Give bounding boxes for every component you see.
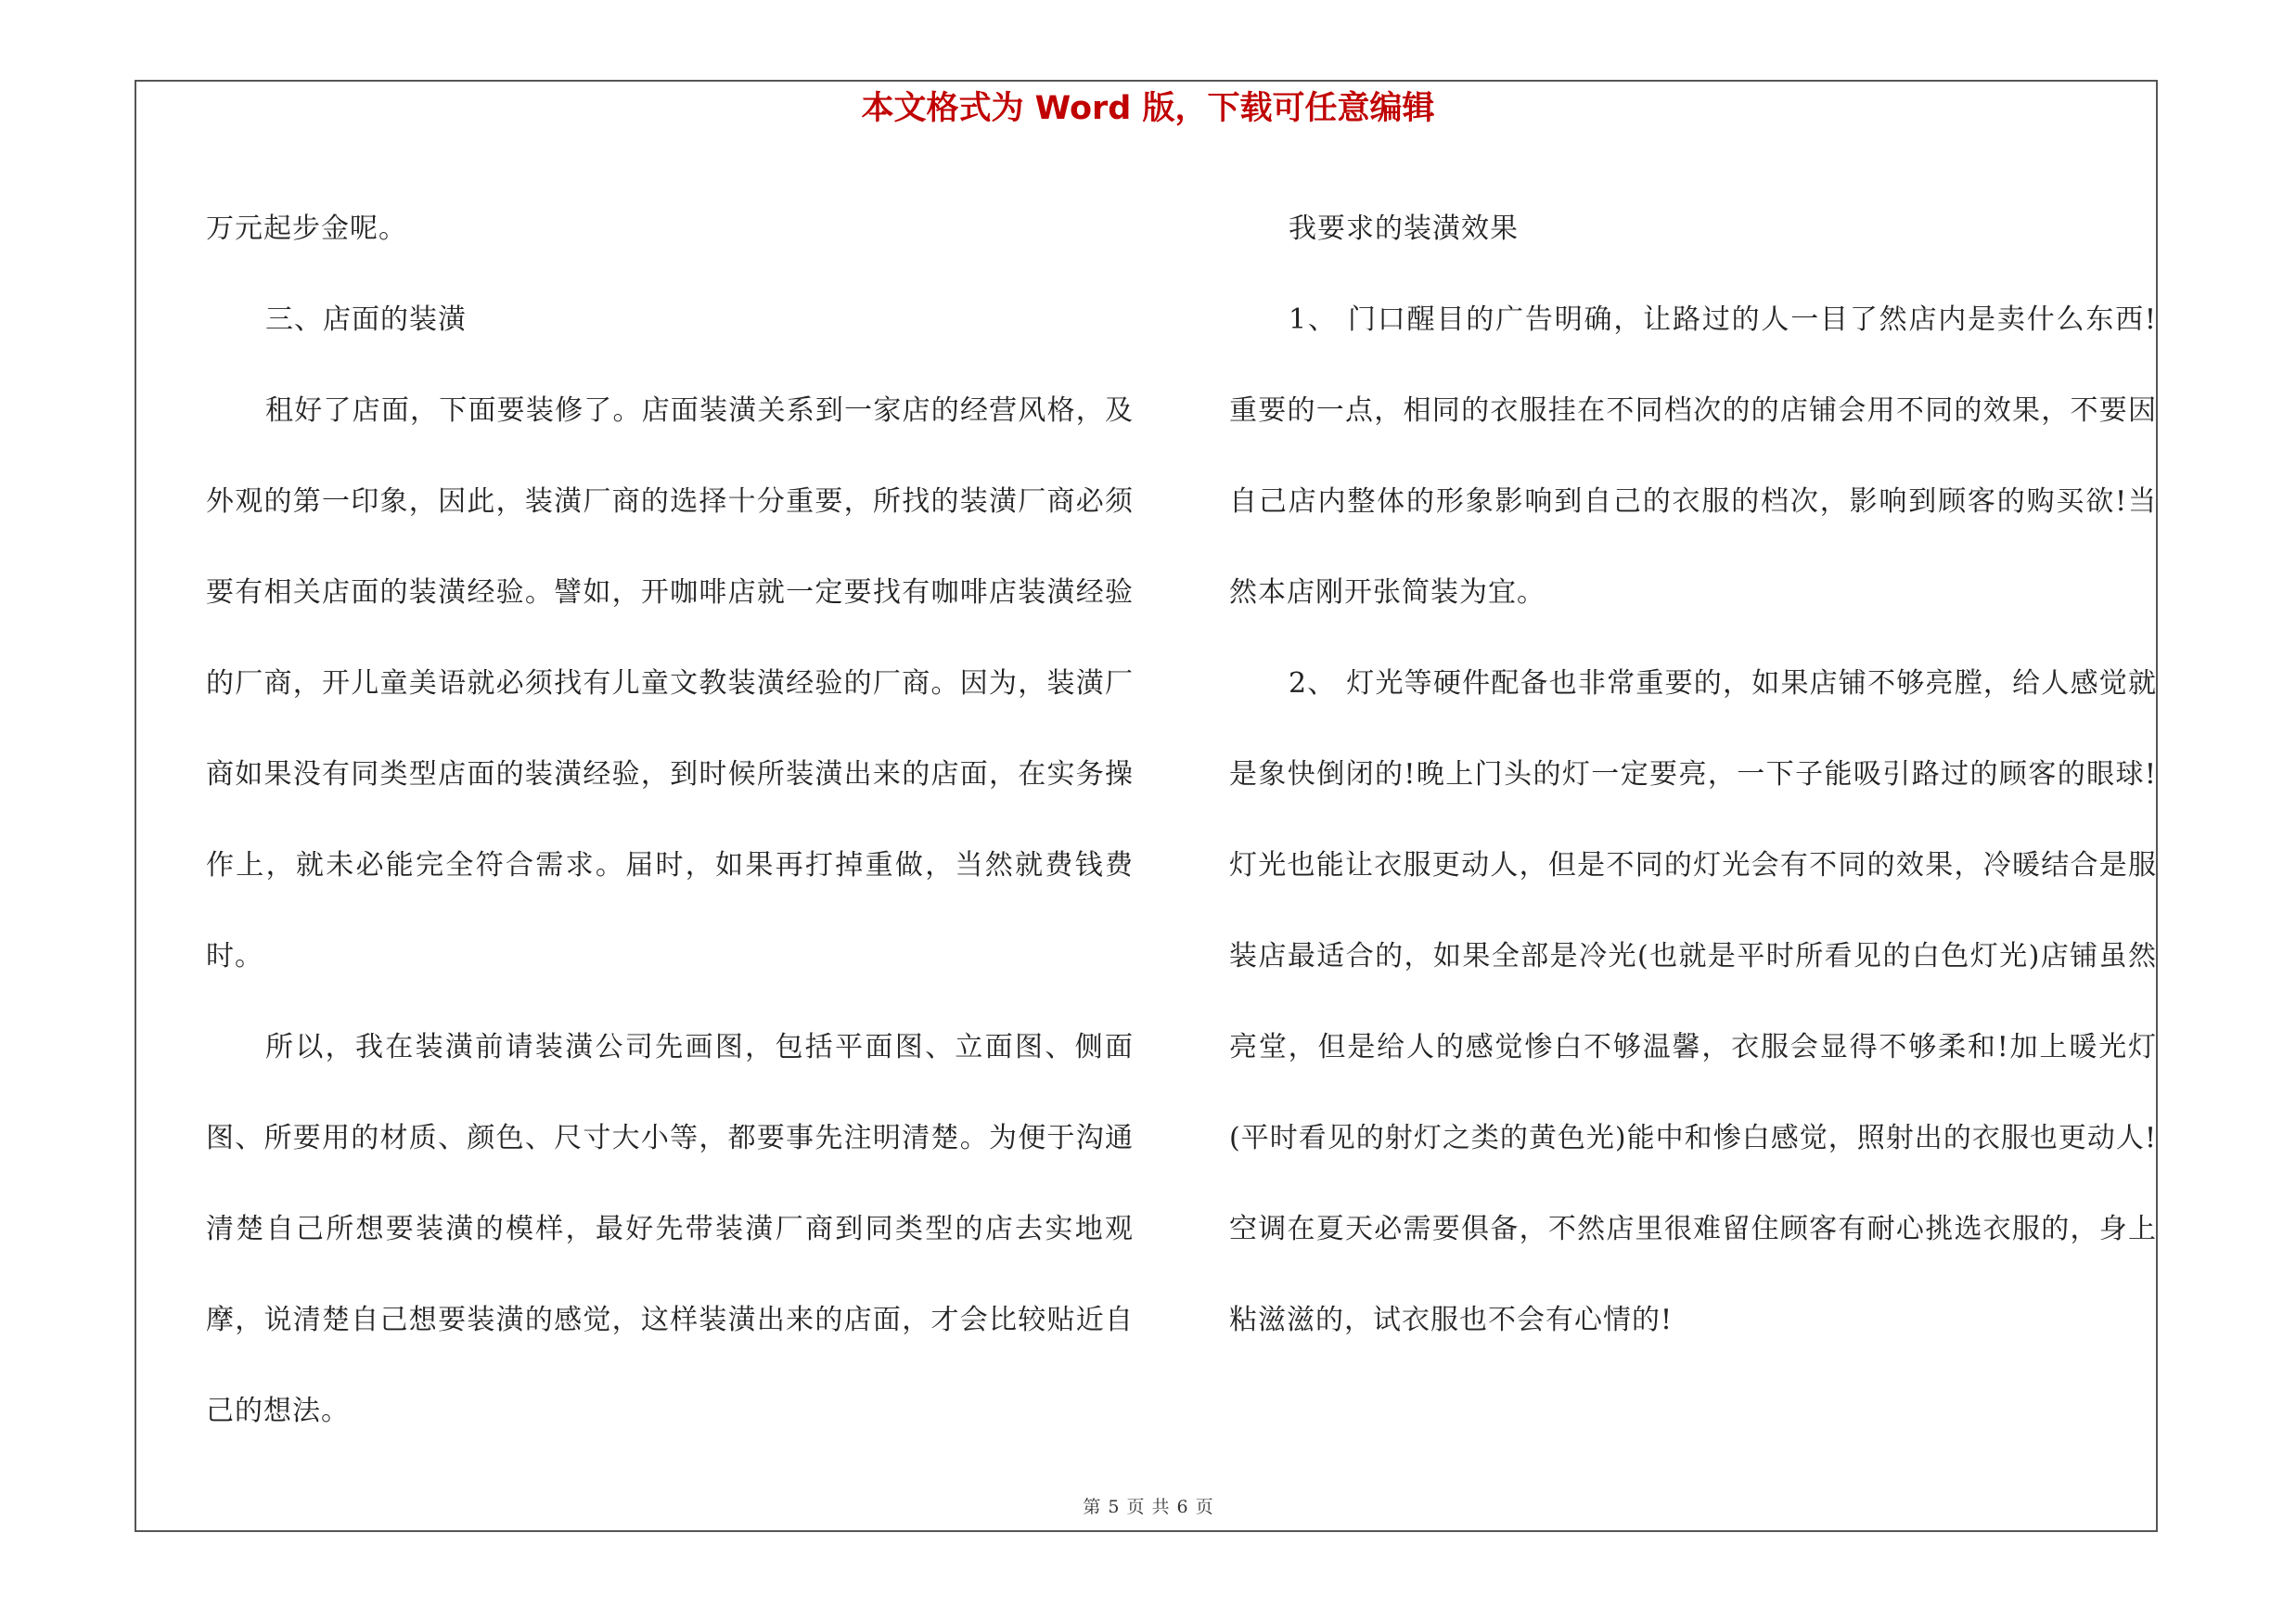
footer-total-word: 共 [1151,1497,1170,1517]
footer-current-page: 5 [1108,1497,1120,1517]
header-banner [0,89,2296,128]
banner-text: 本文格式为 Word 版，下载可任意编辑 [861,90,1435,127]
footer-suffix: 页 [1195,1497,1213,1517]
page-footer [0,1496,2296,1518]
section-heading: 三、店面的装潢 [265,303,467,336]
list-item: 1、 门口醒目的广告明确，让路过的人一目了然店内是卖什么东西!重要的一点，相同的衣服挂在不同档次的的店铺会用不同的效果，不要因自己店内整体的形象影响到自己的衣服的档次，影响到顾客的购买欲!当然本店刚开张简装为宜。 [1229,303,2157,609]
paragraph: 所以，我在装潢前请装潢公司先画图，包括平面图、立面图、侧面图、所要用的材质、颜色、尺寸大小等，都要事先注明清楚。为便于沟通清楚自己所想要装潢的模样，最好先带装潢厂商到同类型的店去实地观摩，说清楚自己想要装潢的感觉，这样装潢出来的店面，才会比较贴近自己的想法。 [206,1031,1134,1427]
footer-page-word: 页 [1126,1497,1145,1517]
left-column [206,184,1134,1457]
footer-total-pages: 6 [1176,1497,1188,1517]
footer-prefix: 第 [1083,1497,1101,1517]
right-column [1229,184,2157,1366]
paragraph: 万元起步金呢。 [206,213,407,245]
paragraph: 租好了店面，下面要装修了。店面装潢关系到一家店的经营风格，及外观的第一印象，因此，装潢厂商的选择十分重要，所找的装潢厂商必须要有相关店面的装潢经验。譬如，开咖啡店就一定要找有咖啡店装潢经验的厂商，开儿童美语就必须找有儿童文教装潢经验的厂商。因为，装潢厂商如果没有同类型店面的装潢经验，到时候所装潢出来的店面，在实务操作上，就未必能完全符合需求。届时，如果再打掉重做，当然就费钱费时。 [206,394,1134,973]
list-item: 2、 灯光等硬件配备也非常重要的，如果店铺不够亮膛，给人感觉就是象快倒闭的!晚上门头的灯一定要亮，一下子能吸引路过的顾客的眼球!灯光也能让衣服更动人，但是不同的灯光会有不同的效果，冷暖结合是服装店最适合的，如果全部是冷光(也就是平时所看见的白色灯光)店铺虽然亮堂，但是给人的感觉惨白不够温馨，衣服会显得不够柔和!加上暖光灯(平时看见的射灯之类的黄色光)能中和惨白感觉，照射出的衣服也更动人!空调在夏天必需要俱备，不然店里很难留住顾客有耐心挑选衣服的，身上粘滋滋的，试衣服也不会有心情的! [1229,667,2157,1336]
section-heading: 我要求的装潢效果 [1289,213,1519,245]
